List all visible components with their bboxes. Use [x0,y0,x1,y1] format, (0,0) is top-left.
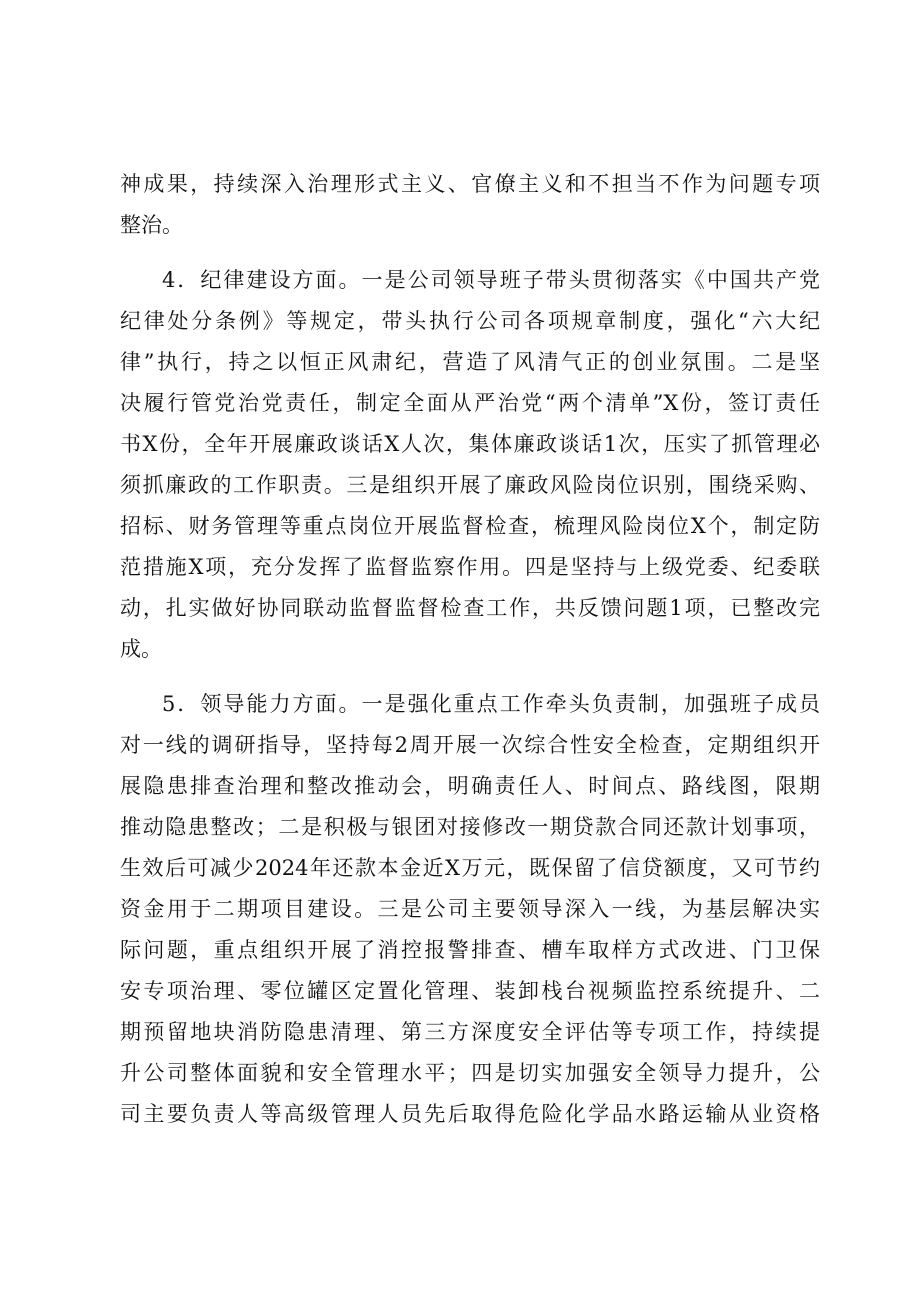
section4-line-4: 决履行管党治党责任，制定全面从严治党“两个清单”X份，签订责任 [120,391,820,415]
section4-line-5: 书X份，全年开展廉政谈话X人次，集体廉政谈话1次，压实了抓管理必 [120,432,820,456]
section4-line-8: 范措施X项，充分发挥了监督监察作用。四是坚持与上级党委、纪委联 [120,555,820,579]
section5-line-9: 期预留地块消防隐患清理、第三方深度安全评估等专项工作，持续提 [120,1020,820,1044]
section5-line-5: 生效后可减少2024年还款本金近X万元，既保留了信贷额度，又可节约 [120,856,820,880]
section4-line-1: 4．纪律建设方面。一是公司领导班子带头贯彻落实《中国共产党 [162,268,820,292]
section4-line-10: 成。 [120,637,162,661]
section5-line-1: 5．领导能力方面。一是强化重点工作牵头负责制，加强班子成员 [162,692,820,716]
section5-line-4: 推动隐患整改；二是积极与银团对接修改一期贷款合同还款计划事项， [120,815,820,839]
section4-line-7: 招标、财务管理等重点岗位开展监督检查，梳理风险岗位X个，制定防 [120,514,820,538]
continuation-line-1: 神成果，持续深入治理形式主义、官僚主义和不担当不作为问题专项 [120,172,820,196]
section4-line-2: 纪律处分条例》等规定，带头执行公司各项规章制度，强化“六大纪 [120,309,820,333]
section5-line-7: 际问题，重点组织开展了消控报警排查、槽车取样方式改进、门卫保 [120,938,820,962]
section5-line-2: 对一线的调研指导，坚持每2周开展一次综合性安全检查，定期组织开 [120,733,820,757]
section5-line-10: 升公司整体面貌和安全管理水平；四是切实加强安全领导力提升，公 [120,1061,820,1085]
document-body [120,164,820,1184]
section5-line-8: 安专项治理、零位罐区定置化管理、装卸栈台视频监控系统提升、二 [120,979,820,1003]
continuation-line-2: 整治。 [120,213,183,237]
section5-line-6: 资金用于二期项目建设。三是公司主要领导深入一线，为基层解决实 [120,897,820,921]
section4-line-3: 律”执行，持之以恒正风肃纪，营造了风清气正的创业氛围。二是坚 [120,350,820,374]
section4-line-9: 动，扎实做好协同联动监督监督检查工作，共反馈问题1项，已整改完 [120,596,820,620]
section5-line-11: 司主要负责人等高级管理人员先后取得危险化学品水路运输从业资格 [120,1102,820,1126]
section4-line-6: 须抓廉政的工作职责。三是组织开展了廉政风险岗位识别，围绕采购、 [120,473,820,497]
section5-line-3: 展隐患排查治理和整改推动会，明确责任人、时间点、路线图，限期 [120,774,820,798]
